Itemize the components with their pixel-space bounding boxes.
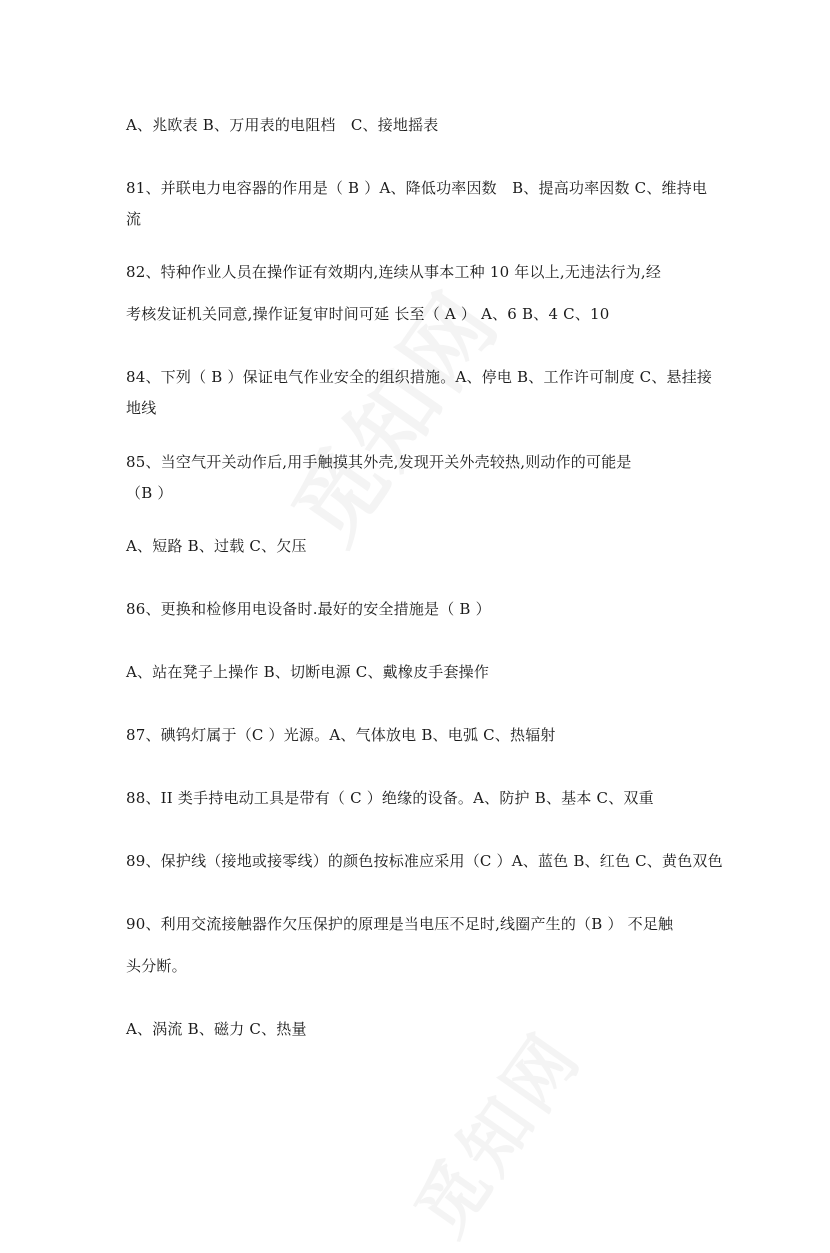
watermark <box>387 1008 601 1253</box>
text-line: A、兆欧表 B、万用表的电阻档 C、接地摇表 <box>126 116 439 134</box>
text-line: 地线 <box>126 399 157 417</box>
text-line: 82、特种作业人员在操作证有效期内,连续从事本工种 10 年以上,无违法行为,经 <box>126 263 662 281</box>
text-line: 81、并联电力电容器的作用是（ B ）A、降低功率因数 B、提高功率因数 C、维持电 <box>126 179 708 197</box>
text-line: 85、当空气开关动作后,用手触摸其外壳,发现开关外壳较热,则动作的可能是 <box>126 453 632 471</box>
text-line: 88、II 类手持电动工具是带有（ C ）绝缘的设备。A、防护 B、基本 C、双重 <box>126 789 654 807</box>
text-line: （B ） <box>126 484 173 502</box>
text-line: 考核发证机关同意,操作证复审时间可延 长至（ A ） A、6 B、4 C、10 <box>126 305 610 323</box>
text-line: 头分断。 <box>126 957 187 975</box>
text-line: A、短路 B、过载 C、欠压 <box>126 537 307 555</box>
text-line: 流 <box>126 210 142 228</box>
text-line: 90、利用交流接触器作欠压保护的原理是当电压不足时,线圈产生的（B ） 不足触 <box>126 915 674 933</box>
text-line: 86、更换和检修用电设备时.最好的安全措施是（ B ） <box>126 600 491 618</box>
text-line: 84、下列（ B ）保证电气作业安全的组织措施。A、停电 B、工作许可制度 C、悬挂接 <box>126 368 713 386</box>
text-line: 87、碘钨灯属于（C ）光源。A、气体放电 B、电弧 C、热辐射 <box>126 726 556 744</box>
text-line: A、站在凳子上操作 B、切断电源 C、戴橡皮手套操作 <box>126 663 490 681</box>
text-line: A、涡流 B、磁力 C、热量 <box>126 1020 307 1038</box>
text-line: 89、保护线（接地或接零线）的颜色按标准应采用（C ）A、蓝色 B、红色 C、黄色双色 <box>126 852 723 870</box>
